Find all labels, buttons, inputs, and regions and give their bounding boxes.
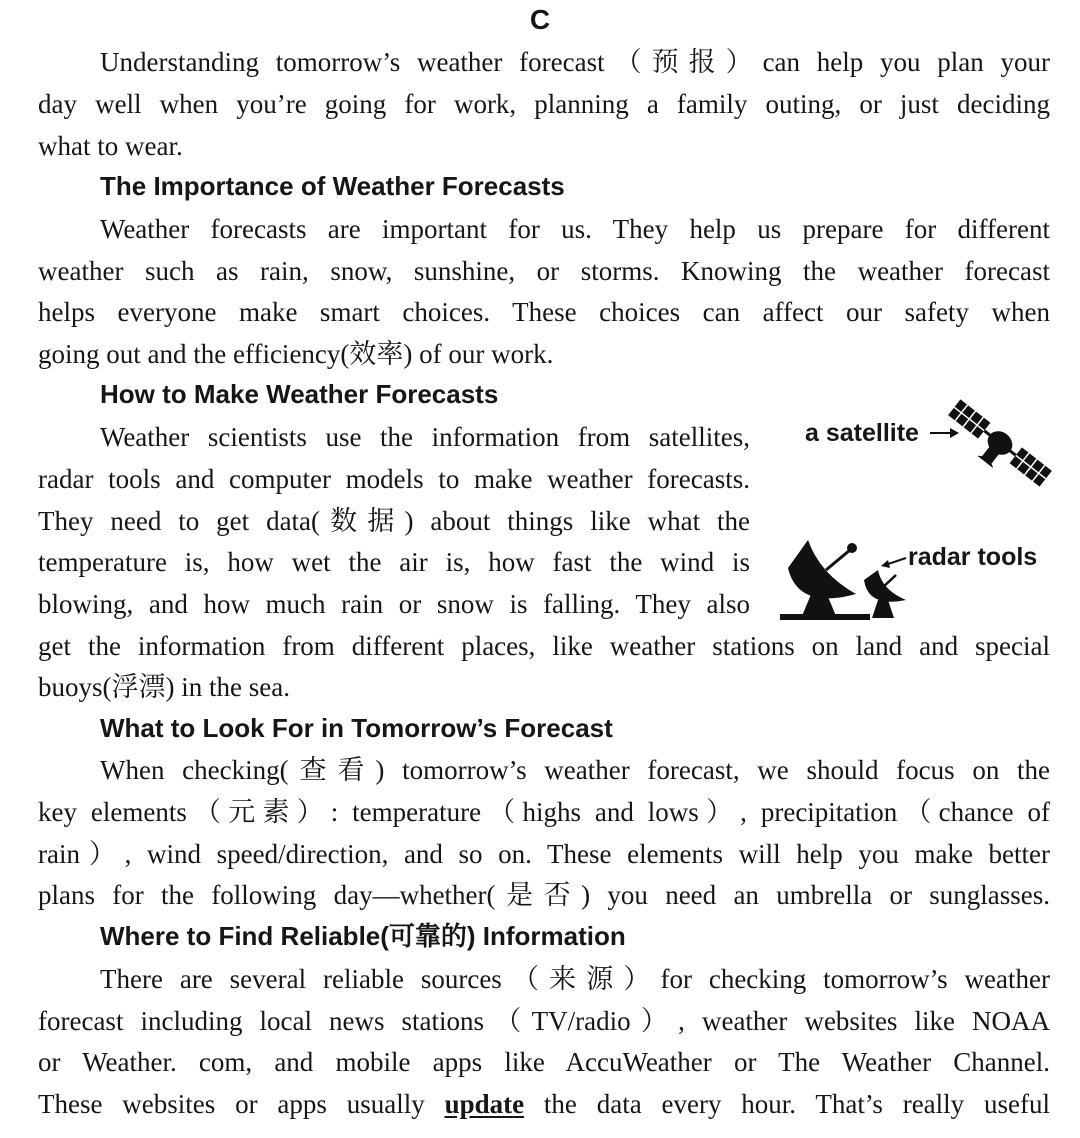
how-line-6: get the information from different places, like weather stations on land and special <box>38 631 1050 661</box>
where-line-3: or Weather. com, and mobile apps like AccuWeather or The Weather Channel. <box>38 1047 1050 1077</box>
where-line-1: There are several reliable sources（来源）for checking tomorrow’s weather <box>100 964 1050 994</box>
what-line-1: When checking(查看) tomorrow’s weather forecast, we should focus on the <box>100 755 1050 785</box>
intro-line-3: what to wear. <box>38 131 183 161</box>
underlined-word-update: update <box>444 1089 525 1119</box>
intro-line-1: Understanding tomorrow’s weather forecast（预报）can help you plan your <box>100 47 1050 77</box>
where-line-4 <box>38 1083 1050 1125</box>
what-line-4: plans for the following day—whether(是否) you need an umbrella or sunglasses. <box>38 880 1050 910</box>
what-line-3: rain）, wind speed/direction, and so on. These elements will help you make better <box>38 839 1050 869</box>
intro-line-2: day well when you’re going for work, planning a family outing, or just deciding <box>38 89 1050 119</box>
how-line-3: They need to get data(数据) about things like what the <box>38 506 750 536</box>
heading-how: How to Make Weather Forecasts <box>100 379 499 409</box>
importance-line-3: helps everyone make smart choices. These choices can affect our safety when <box>38 297 1050 327</box>
satellite-label: a satellite <box>805 419 919 447</box>
satellite-icon <box>928 393 1053 493</box>
how-line-5: blowing, and how much rain or snow is falling. They also <box>38 589 750 619</box>
how-line-4: temperature is, how wet the air is, how fast the wind is <box>38 547 750 577</box>
radar-label: radar tools <box>908 543 1038 571</box>
heading-what: What to Look For in Tomorrow’s Forecast <box>100 713 613 743</box>
heading-importance: The Importance of Weather Forecasts <box>100 171 565 201</box>
where-line-2: forecast including local news stations（TV/radio）, weather websites like NOAA <box>38 1006 1050 1036</box>
where-line-4-before: These websites or apps usually <box>38 1089 445 1119</box>
where-line-4-after: the data every hour. That’s really useful <box>524 1089 1050 1119</box>
heading-where: Where to Find Reliable(可靠的) Information <box>100 921 626 951</box>
how-line-2: radar tools and computer models to make weather forecasts. <box>38 464 750 494</box>
importance-line-1: Weather forecasts are important for us. They help us prepare for different <box>100 214 1050 244</box>
radar-dish-icon <box>778 530 913 625</box>
how-line-7: buoys(浮漂) in the sea. <box>38 672 290 702</box>
what-line-2: key elements（元素）: temperature（highs and lows）, precipitation（chance of <box>38 797 1050 827</box>
how-line-1: Weather scientists use the information from satellites, <box>100 422 750 452</box>
section-letter: C <box>529 4 551 35</box>
importance-line-2: weather such as rain, snow, sunshine, or storms. Knowing the weather forecast <box>38 256 1050 286</box>
importance-line-4: going out and the efficiency(效率) of our work. <box>38 339 554 369</box>
